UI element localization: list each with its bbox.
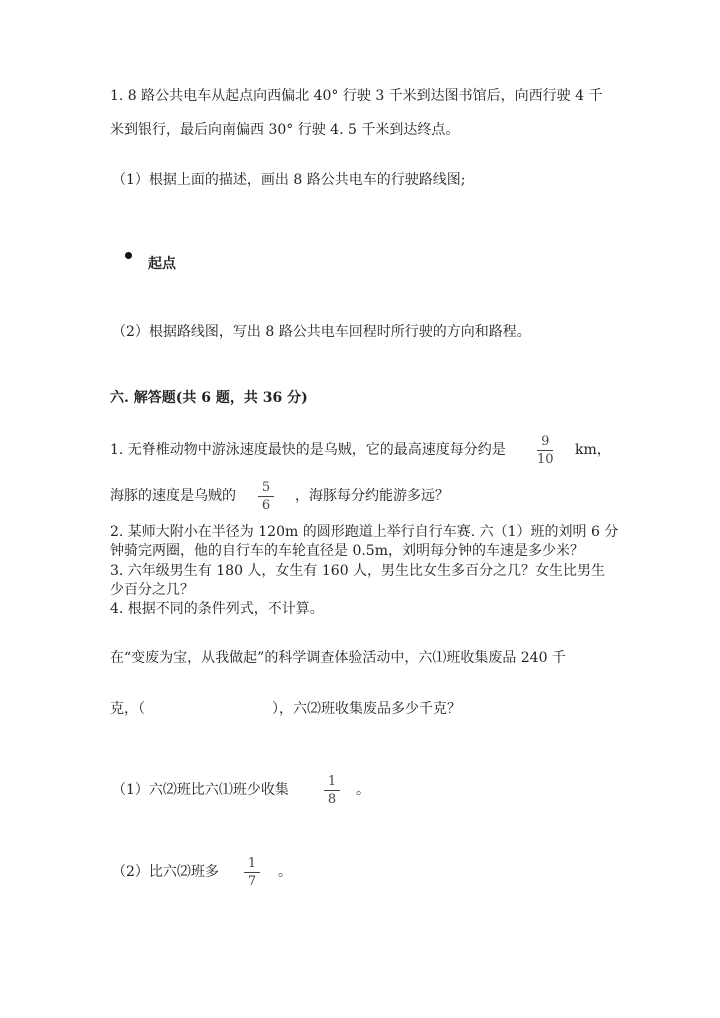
q1-unit: km，	[575, 442, 611, 458]
q3-line2: 少百分之几？	[110, 582, 194, 598]
route-question-line1: 1. 8 路公共电车从起点向西偏北 40° 行驶 3 千米到达图书馆后，向西行驶 4 千	[110, 88, 603, 104]
fraction-denominator: 10	[537, 452, 554, 467]
q4-line1: 4. 根据不同的条件列式，不计算。	[110, 601, 324, 617]
q4-sub1-text: （1）六⑵班比六⑴班少收集	[112, 782, 289, 798]
start-point-dot	[125, 252, 132, 259]
route-part1: （1）根据上面的描述，画出 8 路公共电车的行驶路线图;	[112, 172, 466, 188]
fraction-denominator: 6	[261, 498, 271, 513]
fraction-bar	[258, 496, 274, 497]
q2-line1: 2. 某师大附小在半径为 120m 的圆形跑道上举行自行车赛. 六（1）班的刘明 6 分	[110, 524, 619, 540]
q2-line2: 钟骑完两圈，他的自行车的车轮直径是 0.5m，刘明每分钟的车速是多少米？	[110, 543, 584, 559]
start-point-label: 起点	[148, 256, 176, 272]
route-question-line2: 米到银行，最后向南偏西 30° 行驶 4. 5 千米到达终点。	[110, 122, 460, 138]
q1-fraction-9-10	[537, 434, 554, 467]
fraction-numerator: 9	[541, 434, 550, 449]
q4-line3-start: 克，（	[110, 701, 145, 717]
q1-text-c: ，海豚每分约能游多远？	[295, 488, 449, 504]
fraction-denominator: 7	[247, 874, 257, 889]
q4-sub2-end: 。	[278, 864, 292, 880]
fraction-bar	[244, 872, 260, 873]
fraction-denominator: 8	[327, 792, 337, 807]
q4-sub2-text: （2）比六⑵班多	[112, 864, 219, 880]
q3-line1: 3. 六年级男生有 180 人，女生有 160 人，男生比女生多百分之几？女生比男生	[110, 563, 606, 579]
fraction-numerator: 1	[247, 856, 257, 871]
q1-text-b: 海豚的速度是乌贼的	[110, 488, 236, 504]
q4-line3-end: ），六⑵班收集废品多少千克？	[272, 701, 461, 717]
q4-sub1-end: 。	[356, 782, 370, 798]
q1-fraction-5-6	[258, 480, 274, 513]
fraction-bar	[537, 450, 553, 451]
section-title: 六. 解答题(共 6 题，共 36 分)	[110, 390, 308, 406]
route-part2: （2）根据路线图，写出 8 路公共电车回程时所行驶的方向和路程。	[112, 324, 531, 340]
q1-text-a: 1. 无脊椎动物中游泳速度最快的是乌贼，它的最高速度每分约是	[110, 442, 506, 458]
q4-sub2-fraction	[244, 856, 260, 889]
fraction-numerator: 1	[327, 774, 337, 789]
fraction-numerator: 5	[261, 480, 271, 495]
fraction-bar	[324, 790, 340, 791]
q4-sub1-fraction	[324, 774, 340, 807]
q4-line2: 在“变废为宝，从我做起”的科学调查体验活动中，六⑴班收集废品 240 千	[110, 650, 566, 666]
